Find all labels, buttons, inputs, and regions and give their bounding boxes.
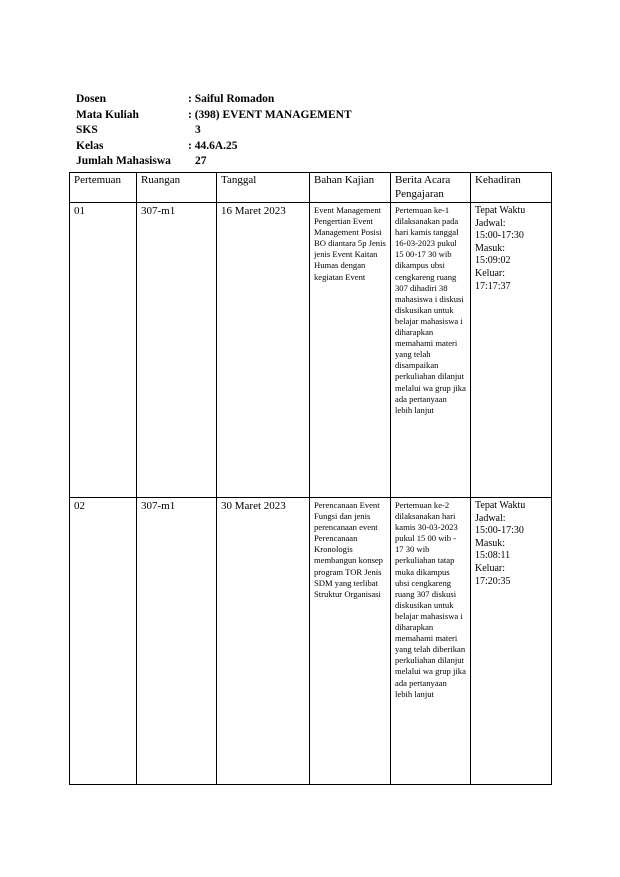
cell-tanggal: 30 Maret 2023 bbox=[217, 498, 310, 785]
kehadiran-status: Tepat Waktu bbox=[475, 205, 526, 216]
header-bahan-kajian: Bahan Kajian bbox=[310, 173, 391, 203]
table-row bbox=[70, 203, 552, 498]
cell-berita-acara: Pertemuan ke-2 dilaksanakan hari kamis 30-03-2023 pukul 15 00 wib - 17 30 wib perkuliahan tatap muka dikampus ubsi cengkareng ruang 307 diskusi diskusikan untuk belajar mahasiswa i diharapkan memahami materi yang telah diberikan perkuliahan dilanjut melalui wa grup jika ada pertanyaan lebih lanjut bbox=[391, 498, 471, 785]
matkul-label: Mata Kuliah bbox=[76, 108, 139, 121]
info-sks bbox=[76, 123, 352, 139]
cell-kehadiran bbox=[471, 498, 552, 785]
sks-label: SKS bbox=[76, 124, 98, 136]
info-mata-kuliah bbox=[76, 108, 352, 124]
matkul-value: : (398) EVENT MANAGEMENT bbox=[188, 108, 352, 121]
kelas-value: : 44.6A.25 bbox=[188, 139, 238, 152]
table-header-row bbox=[70, 173, 552, 203]
info-dosen bbox=[76, 92, 352, 108]
kehadiran-masuk: 15:08:11 bbox=[475, 550, 511, 562]
dosen-value: : Saiful Romadon bbox=[188, 93, 275, 105]
attendance-table bbox=[69, 172, 552, 785]
jumlah-value: 27 bbox=[195, 155, 207, 167]
kehadiran-jadwal: 15:00-17:30 bbox=[475, 230, 524, 242]
kehadiran-keluar-label: Keluar: bbox=[475, 562, 505, 574]
kehadiran-masuk: 15:09:02 bbox=[475, 255, 511, 267]
kehadiran-keluar: 17:20:35 bbox=[475, 575, 511, 587]
cell-pertemuan: 01 bbox=[70, 203, 137, 498]
kehadiran-masuk-label: Masuk: bbox=[475, 242, 505, 254]
dosen-label: Dosen bbox=[76, 93, 107, 105]
sks-value: 3 bbox=[195, 124, 201, 136]
header-kehadiran: Kehadiran bbox=[471, 173, 552, 203]
kelas-label: Kelas bbox=[76, 139, 104, 152]
kehadiran-jadwal-label: Jadwal: bbox=[475, 217, 506, 229]
cell-bahan-kajian: Event Management Pengertian Event Management Posisi BO diantara 5p Jenis jenis Event Kaitan Humas dengan kegiatan Event bbox=[310, 203, 391, 498]
kehadiran-jadwal-label: Jadwal: bbox=[475, 512, 506, 524]
table-row bbox=[70, 498, 552, 785]
header-berita-acara: Berita Acara Pengajaran bbox=[391, 173, 471, 203]
kehadiran-keluar-label: Keluar: bbox=[475, 267, 505, 279]
course-info bbox=[76, 92, 352, 170]
info-kelas bbox=[76, 139, 352, 155]
cell-berita-acara: Pertemuan ke-1 dilaksanakan pada hari kamis tanggal 16-03-2023 pukul 15 00-17 30 wib dikampus ubsi cengkareng ruang 307 dihadiri 38 mahasiswa i diskusi diskusikan untuk belajar mahasiswa i diharapkan memahami materi yang telah disampaikan perkuliahan dilanjut melalui wa grup jika ada pertanyaan lebih lanjut bbox=[391, 203, 471, 498]
header-ruangan: Ruangan bbox=[137, 173, 217, 203]
cell-pertemuan: 02 bbox=[70, 498, 137, 785]
kehadiran-status: Tepat Waktu bbox=[475, 500, 526, 511]
cell-bahan-kajian: Perencanaan Event Fungsi dan jenis perencanaan event Perencanaan Kronologis membangun konsep program TOR Jenis SDM yang terlibat Struktur Organisasi bbox=[310, 498, 391, 785]
cell-ruangan: 307-m1 bbox=[137, 203, 217, 498]
jumlah-label: Jumlah Mahasiswa bbox=[76, 155, 171, 167]
kehadiran-jadwal: 15:00-17:30 bbox=[475, 525, 524, 537]
cell-tanggal: 16 Maret 2023 bbox=[217, 203, 310, 498]
kehadiran-keluar: 17:17:37 bbox=[475, 280, 511, 292]
info-jumlah-mahasiswa bbox=[76, 154, 352, 170]
header-tanggal: Tanggal bbox=[217, 173, 310, 203]
cell-kehadiran bbox=[471, 203, 552, 498]
kehadiran-masuk-label: Masuk: bbox=[475, 537, 505, 549]
header-pertemuan: Pertemuan bbox=[70, 173, 137, 203]
cell-ruangan: 307-m1 bbox=[137, 498, 217, 785]
